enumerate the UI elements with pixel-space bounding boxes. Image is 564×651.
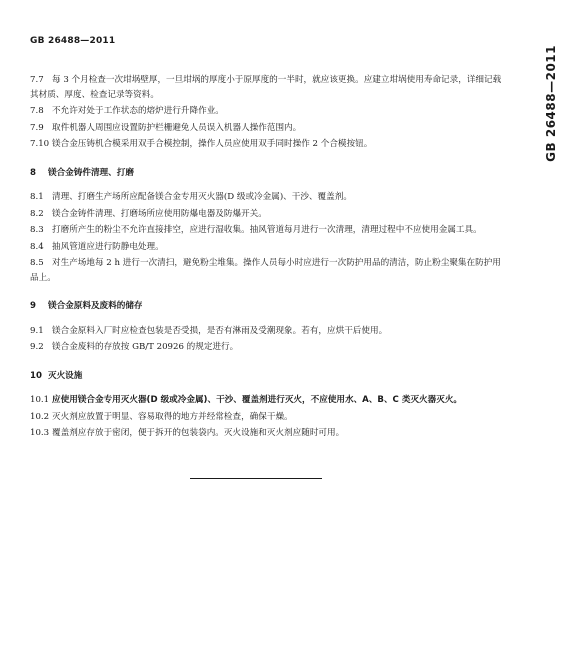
- clause-10-1: [30, 393, 505, 408]
- clause-8-2: [30, 207, 505, 222]
- clause-number: 7.10: [30, 139, 50, 149]
- clause-number: 7.9: [30, 122, 44, 133]
- clause-text: 镁合金压铸机合模采用双手合模控制，操作人员应使用双手同时操作 2 个合模按钮。: [52, 139, 373, 149]
- clause-text: 抽风管道应进行防静电处理。: [52, 241, 164, 252]
- clause-7-7: [30, 73, 505, 102]
- clause-8-4: [30, 240, 505, 255]
- clause-text: 灭火剂应放置于明显、容易取得的地方并经常检查，确保干燥。: [52, 411, 293, 422]
- clause-number: 8.4: [30, 241, 44, 252]
- clause-8-3: [30, 223, 505, 238]
- clause-number: 7.7: [30, 75, 44, 85]
- clause-7-9: [30, 121, 505, 136]
- section-title: 镁合金铸件清理、打磨: [47, 167, 134, 178]
- clause-number: 10.1: [30, 395, 50, 405]
- end-of-document-rule: [190, 478, 322, 479]
- clause-7-10: [30, 137, 505, 152]
- clause-10-2: [30, 410, 505, 425]
- section-title: 镁合金原料及废料的储存: [47, 301, 143, 311]
- clause-number: 8.3: [30, 225, 44, 235]
- document-body: [30, 73, 505, 443]
- side-document-code: GB 26488—2011: [544, 45, 558, 162]
- clause-text: 清理、打磨生产场所应配备镁合金专用灭火器(D 级或冷金属)、干沙、覆盖剂。: [52, 192, 352, 202]
- clause-number: 10.3: [30, 428, 50, 438]
- section-8-heading: [30, 166, 505, 181]
- clause-10-3: [30, 426, 505, 441]
- clause-number: 9.1: [30, 325, 44, 336]
- clause-7-8: [30, 104, 505, 119]
- clause-text: 镁合金铸件清理、打磨场所应使用防爆电器及防爆开关。: [52, 208, 267, 219]
- clause-number: 8.2: [30, 208, 44, 219]
- clause-8-1: [30, 190, 505, 205]
- clause-number: 9.2: [30, 342, 44, 352]
- section-title: 灭火设施: [47, 370, 83, 381]
- clause-number: 8.1: [30, 192, 44, 202]
- clause-text: 覆盖剂应存放于密闭，便于拆开的包装袋内。灭火设施和灭火剂应随时可用。: [52, 428, 345, 438]
- clause-number: 8.5: [30, 258, 44, 268]
- clause-text: 打磨所产生的粉尘不允许直接排空，应进行湿收集。抽风管道每月进行一次清理，清理过程中不应使用金属工具。: [52, 225, 482, 235]
- clause-number: 7.8: [30, 106, 44, 116]
- section-9-heading: [30, 299, 505, 314]
- section-10-heading: [30, 369, 505, 384]
- clause-9-1: [30, 324, 505, 339]
- clause-number: 10.2: [30, 411, 50, 422]
- clause-8-5: [30, 256, 505, 285]
- clause-text: 每 3 个月检查一次坩埚壁厚，一旦坩埚的厚度小于原厚度的一半时，就应该更换。应建立坩埚使用寿命记录，详细记载其材质、厚度、检查记录等资料。: [30, 75, 502, 100]
- clause-text: 不允许对处于工作状态的熔炉进行升降作业。: [52, 106, 224, 116]
- section-number: 10: [30, 370, 42, 381]
- section-number: 8: [30, 167, 36, 178]
- clause-text: 应使用镁合金专用灭火器(D 级或冷金属)、干沙、覆盖剂进行灭火，不应使用水、A、B、C 类灭火器灭火。: [52, 395, 463, 405]
- clause-9-2: [30, 340, 505, 355]
- clause-text: 镁合金废料的存放按 GB/T 20926 的规定进行。: [52, 342, 239, 352]
- section-number: 9: [30, 301, 36, 311]
- document-code-header: GB 26488—2011: [30, 36, 116, 46]
- clause-text: 取件机器人周围应设置防护栏栅避免人员误入机器人操作范围内。: [52, 122, 302, 133]
- clause-text: 对生产场地每 2 h 进行一次清扫，避免粉尘堆集。操作人员每小时应进行一次防护用品的清洁，防止粉尘聚集在防护用品上。: [30, 258, 501, 283]
- clause-text: 镁合金原料入厂时应检查包装是否受损，是否有淋雨及受潮现象。若有，应烘干后使用。: [52, 325, 388, 336]
